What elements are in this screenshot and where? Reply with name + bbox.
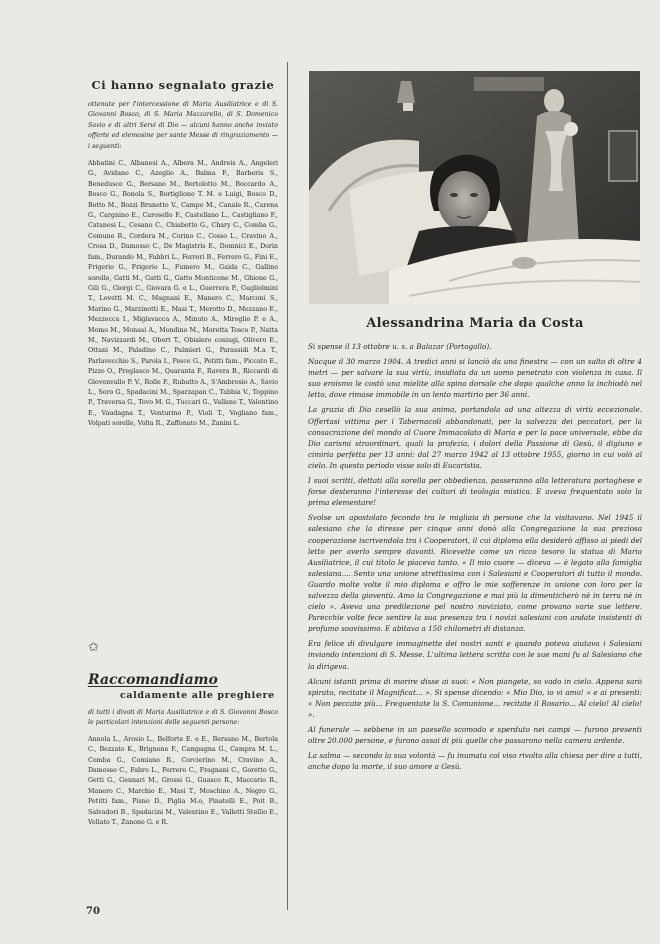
graces-names-list: Abbatini C., Albanesi A., Albera M., Andreis A., Angeleri G., Avidano C., Azeglio A., Balma F., Barberis S., Benedusce G., Bersano M., Bertolotto M., Boccardo A., Bosco G., Bonola S., Bortiglione T. M. e Luigi, Bosco D., Botto M., Bozzi Brunetto V., Campo M., Canale R., Carena G., Cargnino E., Carosello F., Castellano L., Castigliano F., Catanesi L., Cesano C., Chiabotto G., Chary C., Comba G., Comune R., Cordera M., Corino C., Cosso L., Cravino A., Crosa D., Damosso C., De Magistris E., Domnici E., Dorin fam., Durando M., Fabbri L., Ferreri B., Ferrero G., Fini E., Frigerio G., Frigerio L., Fumero M., Gaida C., Gallino sorelle, Gatti M., Gatti G., Gatto Monticone M., Ghione G., Gili G., Giorgi C., Giovara G. e L., Guerrera P., Guglielmini T., Lovetti M. C., Magnani E., Manero C., Marconi S., Marino G., Marzinotti E., Masi T., Merotto D., Mezzano E., Mezzecca I., Miglavacca A., Minuto A., Miroglio P. e A., Momo M., Monasi A., Mondino M., Moretta Tosco P., Natta M., Navizzardi M., Obert T., Obialero coniugi, Olivero E., Ottani M., Paladino C., Palmieri G., Parassidi M.a T., Parlavecchio S., Parola I., Pesce G., Petitti fam., Piccato E., Pizzo O., Preglasco M., Quaranta F., Ravera B., Riccardi di Giovenvallo P. V., Rolle F., Rubatto A., S'Ambrosio A., Savio L., Soro G., Spadacini M., Sparzapan C., Tabbia V., Toppino P., Traversa G., Tovo M. G., Tuccari G., Vallano T., Valentino E., Vaudagna T., Venturino P., Violi T., Vogliano fam., Volpati sorelle, Volta R., Zaffonato M., Zanini L.: [88, 160, 278, 428]
article-paragraph: Svolse un apostolato fecondo tra le migliaia di persone che la visitavano. Nel 1945 il salesiano che la diresse per cinque anni donò alla Congregazione la sua preziosa cooperazione iscrivendola tra i Cooperatori, il cui diploma ella desiderò affisso ai piedi del letto per averlo sempre davanti. Ricevette come un ricco tesoro la statua di Maria Ausiliatrice, il cui titolo le piaceva tanto. « Il mio cuore — diceva — è legato alla famiglia salesiana.... Sento una unione strettissima con i Salesiani e Cooperatori di tutto il mondo. Guardo molte volte il mio diploma e offro le mie sofferenze in unione con loro per la salvezza della gioventù. Amo la Congregazione e mai più la dimenticherò nè in terra nè in cielo ». Aveva una predilezione pel nostro noviziato, come provano varie sue lettere. Parecchie volte fece sentire la sua presenza tra i novizi salesiani con andate insistenti di profumo soavissimo. E abitava a 150 chilometri di distanza.: [308, 513, 642, 634]
recommend-title: Raccomandiamo: [88, 672, 218, 688]
recommend-intro: di tutti i divoti di Maria Ausiliatrice e di S. Giovanni Bosco le particolari intenzioni delle seguenti persone:: [88, 709, 278, 727]
recommend-names-list: Annola L., Arosio L., Belforte E. e E., Bersano M., Bertola C., Bezzato K., Brignone F., Campagna G., Campra M. L., Comba G., Comiano R., Corcierino M., Cravino A., Damosso C., Fabro L., Ferrero C., Fragnani C., Goretto G., Getti G., Gennari M., Grossi G., Guasco R., Maccario R., Manero C., Marchio E., Masi T., Moschino A., Negro G., Petitti fam., Pisno D., Piglia M.o, Pinatelli E., Poit B., Salvadori B., Spadacini M., Valentino E., Valletti Stellio E., Vellato T., Zanone G. e R.: [88, 735, 278, 827]
graces-title: Ci hanno segnalato grazie: [91, 78, 275, 92]
article-paragraph: Era felice di divulgare immaginette dei nostri santi e quando poteva aiutava i Salesiani inviando intenzioni di S. Messe. L'ultima lettera scritta con le sue mani fu al Salesiano che la dirigeva.: [308, 639, 642, 671]
article-paragraph: La grazia di Dio cesellò la sua anima, portandola ad una altezza di virtù eccezionale. Offertasi vittima per i Tabernacoli abbandonati, per la salvezza dei peccatori, per la consacrazione del mondo al Cuore Immacolato di Maria e per la pace universale, ebbe da Dio carismi straordinari, quali la profezia, i dolori della Passione di Gesù, il digiuno e cimiria perfetta per 13 anni: dal 27 marzo 1942 al 13 ottobre 1955, giorno in cui volò al cielo. In questo periodo visse solo di Eucaristia.: [308, 405, 642, 470]
article-paragraph: Alcuni istanti prima di morire disse ai suoi: « Non piangete, so vado in cielo. Appena sarò spirato, recitate il Magnificat... ». Si spense dicendo: « Mio Dio, io vi amo! » e ai presenti: « Non peccate più... Frequentate la S. Comunione... recitate il Rosario... Al cielo! Al cielo! ».: [308, 676, 642, 719]
portrait-photo: [309, 71, 640, 304]
graces-section: [88, 78, 278, 430]
article-paragraph: La salma — secondo la sua volontà — fu inumata col viso rivolto alla chiesa per dire a tutti, anche dopo la morte, il suo amore a Gesù.: [308, 751, 642, 772]
recommend-subtitle: caldamente alle preghiere: [120, 690, 275, 701]
article-paragraph: I suoi scritti, dettati alla sorella per obbedienza, passeranno alla letteratura portoghese e forse desteranno l'interesse dei cultori di teologia mistica. E aveva frequentato solo la prima elementare!: [308, 476, 642, 508]
graces-intro: ottenute per l'intercessione di Maria Ausiliatrice e di S. Giovanni Bosco, di S. Maria Mazzarello, di S. Domenico Savio e di altri Servi di Dio — alcuni hanno anche inviato offerte ed elemosine per sante Messe di ringraziamento — i seguenti:: [88, 101, 278, 150]
page-number: 70: [86, 906, 100, 917]
article-paragraph: Al funerale — sebbene in un paesello scomodo e sperduto nei campi — furono presenti oltre 20.000 persone, e furono assai di più quelle che passarono nella camera ardente.: [308, 725, 642, 746]
recommend-section: [88, 672, 278, 828]
column-divider: [287, 62, 288, 910]
star-ornament-icon: ✩: [88, 640, 99, 655]
article-title: Alessandrina Maria da Costa: [366, 316, 584, 331]
article-paragraph: Nacque il 30 marzo 1904. A tredici anni si lanciò da una finestra — con un salto di oltre 4 metri — per salvare la sua virtù, insidiata da un uomo penetrato con violenza in casa. Il suo eroismo le costò una mielite alla spina dorsale che dopo qualche anno la inchiodò nel letto, dove rimase immobile in un lento martirio per 36 anni.: [308, 357, 642, 400]
obituary-article: [308, 316, 642, 776]
article-paragraph: Si spense il 13 ottobre u. s. a Balazar (Portogallo).: [308, 342, 492, 351]
